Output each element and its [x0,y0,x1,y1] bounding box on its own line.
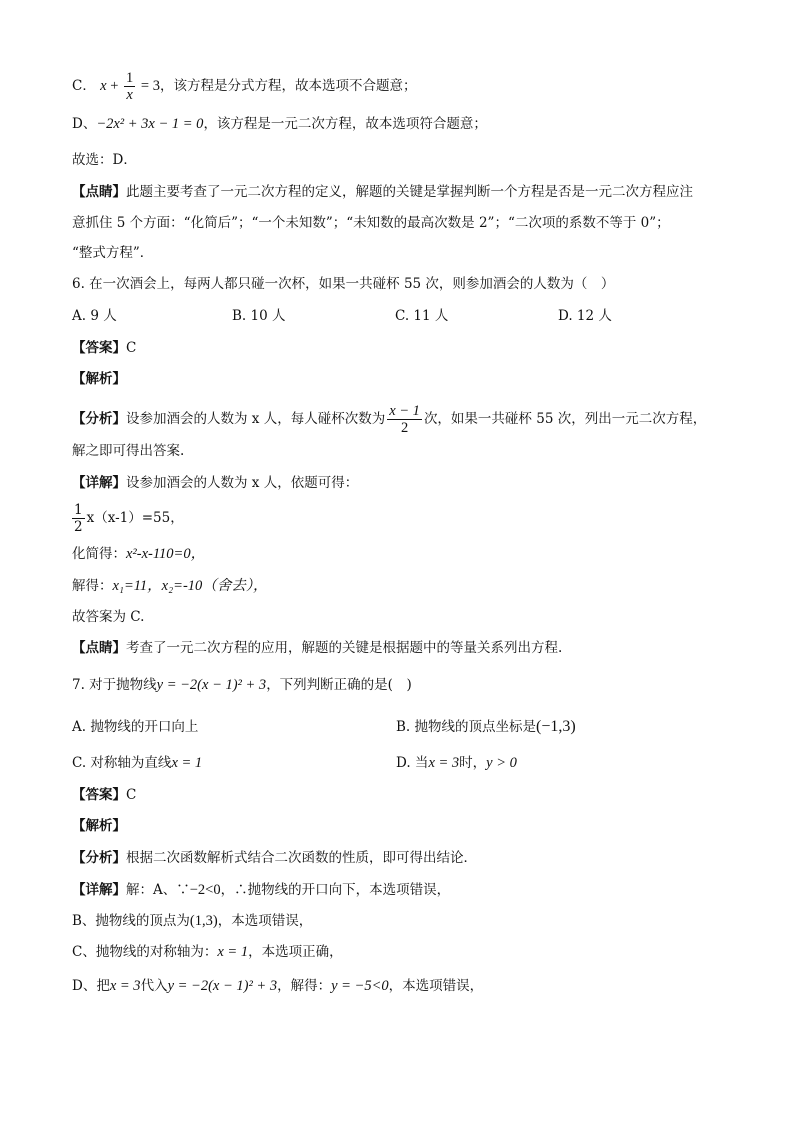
xiangjie-text-a: 解：A、∵ [126,882,190,898]
line-b-text-b: ，本选项错误， [217,913,313,929]
stem-text-a: 7. 对于抛物线 [72,677,157,693]
choose-line: 故选：D． [72,152,137,168]
vertex-coordinate: (−1,3) [536,718,576,735]
fraction-numerator: x − 1 [389,403,420,419]
x-value: x = 3 [109,978,141,994]
option-d-text: ，该方程是一元二次方程，故本选项符合题意； [203,116,487,132]
inequality: −2<0 [189,882,221,898]
fraction-half [72,502,85,535]
fraction-denominator: 2 [74,519,83,535]
q7-analysis-tag [72,816,734,836]
q6-equation [72,500,734,536]
y-result: y = −5<0 [331,978,389,994]
q6-fenxi-line-2: 解之即可得出答案. [72,443,185,459]
q7-line-b [72,911,734,931]
simplify-expression: x²-x-110=0， [126,546,206,562]
option-b-text: B. 抛物线的顶点坐标是 [396,719,537,735]
analysis-tag: 【解析】 [72,371,126,387]
comment-line-2: 意抓住 5 个方面：“化简后”；“一个未知数”；“未知数的最高次数是 2”；“二次项的系数不等于 0”； [72,215,670,231]
fenxi-tag: 【分析】 [72,411,126,427]
q7-line-d [72,976,734,996]
q6-comment [72,638,734,658]
q7-xiangjie [72,880,734,900]
line-c-text-a: C、抛物线的对称轴为： [72,944,218,960]
line-d-text-a: D、把 [72,978,110,994]
fraction-x-minus-1-over-2 [387,403,422,436]
vertex-expression: (1,3) [189,913,218,929]
q6-solve [72,576,734,596]
q7-option-d [396,753,517,773]
q6-xiangjie [72,473,734,493]
line-d-text-b: ，解得： [277,978,332,994]
comment-line-1 [72,182,734,202]
fenxi-text-a: 设参加酒会的人数为 x 人，每人碰杯次数为 [126,411,386,427]
parabola-equation: y = −2(x − 1)² + 3 [167,978,278,994]
y-condition: y > 0 [486,755,517,771]
solve-expression: x₁=11，x₂=-10（舍去）， [112,578,268,594]
solve-label: 解得： [72,578,113,594]
q6-option-c: C. 11 人 [395,308,449,324]
xiangjie-text: 设参加酒会的人数为 x 人，依题可得： [126,475,359,491]
line-b-text-a: B、抛物线的顶点为 [72,913,190,929]
line-c-text-b: ，本选项正确， [248,944,343,960]
option-c-text: C. 对称轴为直线 [72,755,172,771]
option-d-explanation [72,114,734,134]
fraction-numerator: 1 [74,502,83,518]
option-d-text: D. 当 [396,755,429,771]
q6-option-d: D. 12 人 [558,308,612,324]
q6-analysis-tag [72,369,734,389]
option-c-text: ，该方程是分式方程，故本选项不合题意； [159,78,417,94]
q7-line-c [72,942,734,962]
comment-line-3: “整式方程”． [72,245,154,261]
xiangjie-tag: 【详解】 [72,475,126,491]
fenxi-tag: 【分析】 [72,850,126,866]
q7-option-b [396,717,576,737]
q7-fenxi [72,848,734,868]
question-7-stem [72,675,734,695]
fraction-numerator: 1 [126,70,134,86]
answer-tag: 【答案】 [72,787,126,803]
analysis-tag: 【解析】 [72,818,126,834]
parabola-equation: y = −2(x − 1)² + 3 [156,677,267,693]
math-x: x [100,78,107,94]
math-expression: −2x² + 3x − 1 = 0 [96,116,204,132]
comment-text: 考查了一元二次方程的应用，解题的关键是根据题中的等量关系列出方程. [126,640,563,656]
question-6-stem: 6. 在一次酒会上，每两人都只碰一次杯，如果一共碰杯 55 次，则参加酒会的人数为（ ） [72,276,615,292]
fraction-denominator: x [126,87,133,103]
math-equals-3: = 3 [137,78,160,94]
comment-tag: 【点睛】 [72,184,126,200]
comment-tag: 【点睛】 [72,640,126,656]
q7-option-c [72,753,202,773]
x-value: x = 3 [428,755,460,771]
stem-text-b: ，下列判断正确的是( ) [266,677,412,693]
q6-fenxi [72,402,734,436]
option-d-prefix: D、 [72,116,97,132]
q7-option-a: A. 抛物线的开口向上 [72,719,199,735]
q6-conclusion: 故答案为 C. [72,609,145,625]
fenxi-text-b: 次，如果一共碰杯 55 次，列出一元二次方程， [423,411,707,427]
xiangjie-text-b: ，∴抛物线的开口向下，本选项错误， [220,882,451,898]
q7-answer [72,785,734,805]
answer-tag: 【答案】 [72,340,126,356]
option-c-explanation [72,70,734,103]
fraction-one-over-x [124,70,135,103]
q6-answer [72,338,734,358]
comment-text: 此题主要考查了一元二次方程的定义，解题的关键是掌握判断一个方程是否是一元二次方程应注 [126,184,693,200]
q6-option-b: B. 10 人 [232,308,286,324]
option-c-prefix: C． [72,78,96,94]
fraction-denominator: 2 [400,420,409,436]
line-d-text-c: ，本选项错误， [388,978,484,994]
axis-expression: x = 1 [217,944,249,960]
answer-value: C [126,787,137,803]
option-d-mid: 时， [459,755,487,771]
simplify-label: 化简得： [72,546,126,562]
q6-simplify [72,544,734,564]
xiangjie-tag: 【详解】 [72,882,126,898]
fenxi-text: 根据二次函数解析式结合二次函数的性质，即可得出结论． [126,850,477,866]
equation-rest: x（x-1）=55， [86,510,184,526]
q6-option-a: A. 9 人 [72,308,117,324]
line-d-mid: 代入 [140,978,168,994]
answer-value: C [126,340,137,356]
math-plus: + [106,78,123,94]
axis-expression: x = 1 [171,755,203,771]
